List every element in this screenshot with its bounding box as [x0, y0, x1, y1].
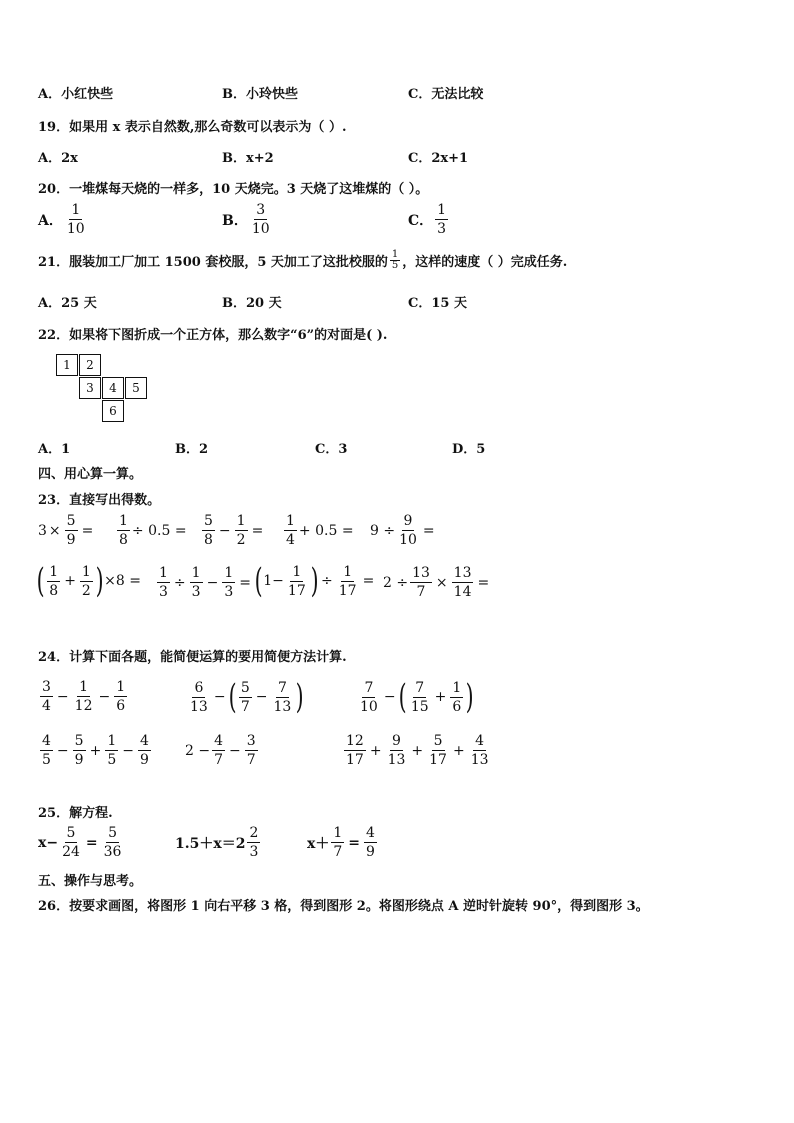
numerator: 3 — [256, 202, 266, 218]
left-paren: ( — [36, 561, 45, 601]
q23-expr-9 — [383, 566, 491, 599]
fraction — [386, 734, 408, 767]
fraction — [117, 514, 130, 547]
denominator: 13 — [273, 698, 292, 715]
numerator: 1 — [437, 202, 447, 218]
denominator: 10 — [360, 698, 378, 715]
denominator: 5 — [42, 752, 51, 768]
fraction — [138, 734, 151, 767]
fraction — [80, 565, 93, 598]
operator: − — [229, 742, 241, 759]
q23-expr-1 — [38, 514, 95, 547]
denominator: 3 — [159, 584, 168, 600]
q18-option-a: A．小红快些 — [38, 87, 114, 102]
term: 2 ÷ — [383, 574, 409, 591]
q19-option-a: A．2x — [38, 151, 78, 166]
denominator: 24 — [62, 844, 80, 860]
fraction — [271, 681, 293, 714]
q20-text: 20．一堆煤每天烧的一样多，10 天烧完。3 天烧了这堆煤的（ ）。 — [38, 182, 429, 197]
fraction — [450, 681, 463, 714]
net-cell: 4 — [102, 377, 124, 399]
fraction — [364, 826, 377, 859]
q24-expr-3 — [356, 677, 475, 717]
numerator: 1 — [391, 249, 399, 260]
q22-option-c: C．3 — [315, 442, 348, 457]
denominator: 7 — [416, 584, 426, 600]
operator: + — [452, 742, 465, 759]
q25-equation-1 — [38, 826, 125, 859]
numerator: 9 — [403, 513, 413, 529]
fraction — [157, 566, 170, 599]
right-paren: ) — [95, 561, 104, 601]
equals: = — [348, 834, 361, 851]
operator: − — [218, 522, 231, 539]
numerator: 13 — [412, 565, 430, 581]
q18-option-b: B．小玲快些 — [222, 87, 298, 102]
equals: = — [239, 574, 251, 591]
numerator: 1 — [286, 513, 295, 529]
denominator: 17 — [287, 582, 306, 599]
q25-equation-2 — [175, 826, 262, 859]
denominator: 4 — [42, 698, 51, 714]
fraction — [60, 826, 82, 859]
left-paren: ( — [228, 677, 237, 717]
numerator: 1 — [49, 563, 59, 580]
denominator: 17 — [346, 752, 364, 768]
q24-text: 24．计算下面各题，能简便运算的要用简便方法计算. — [38, 650, 347, 665]
denominator: 6 — [452, 698, 462, 715]
equals: = — [477, 574, 490, 591]
fraction — [331, 826, 344, 859]
denominator: 5 — [391, 260, 399, 271]
fraction — [247, 826, 260, 859]
denominator: 13 — [190, 698, 208, 715]
q24-expr-1 — [38, 680, 129, 713]
q20-option-b-label: B． — [222, 212, 248, 229]
equals: = — [81, 522, 94, 539]
denominator: 2 — [81, 582, 91, 599]
term: 9 ÷ — [370, 522, 396, 539]
fraction — [235, 514, 248, 547]
q23-expr-8 — [254, 561, 376, 601]
operator: + — [64, 573, 76, 589]
denominator: 17 — [338, 582, 357, 599]
denominator: 10 — [399, 532, 417, 548]
operator: − — [206, 574, 219, 591]
section-5-heading: 五、操作与思考。 — [38, 874, 143, 889]
q19-text: 19．如果用 x 表示自然数,那么奇数可以表示为（ ）. — [38, 120, 347, 135]
q26-text: 26．按要求画图，将图形 1 向右平移 3 格，得到图形 2。将图形绕点 A 逆时针旋转 90°，得到图形 3。 — [38, 899, 649, 914]
q22-text: 22．如果将下图折成一个正方体，那么数字“6”的对面是( ). — [38, 328, 388, 343]
fraction — [427, 734, 449, 767]
q22-option-a: A．1 — [38, 442, 71, 457]
numerator: 3 — [42, 679, 51, 695]
denominator: 7 — [214, 752, 224, 768]
q20-option-a — [38, 203, 89, 236]
operator: + — [369, 742, 382, 759]
denominator: 8 — [119, 532, 128, 548]
q20-option-c-fraction — [435, 203, 448, 236]
denominator: 10 — [66, 221, 85, 237]
fraction — [409, 681, 431, 714]
numerator: 5 — [74, 733, 84, 749]
q20-option-b-fraction — [250, 203, 272, 236]
denominator: 9 — [366, 844, 375, 860]
fraction — [47, 565, 60, 598]
equals: = — [362, 573, 375, 589]
numerator: 4 — [366, 825, 375, 841]
numerator: 5 — [433, 733, 443, 749]
fraction — [190, 566, 203, 599]
numerator: 5 — [66, 513, 76, 529]
fraction — [73, 680, 95, 713]
numerator: 6 — [194, 679, 204, 696]
operator: − — [122, 742, 134, 759]
fraction — [188, 681, 210, 714]
numerator: 7 — [415, 679, 425, 696]
fraction — [286, 565, 308, 598]
operator: − — [56, 688, 69, 705]
numerator: 3 — [246, 733, 256, 749]
numerator: 5 — [240, 679, 250, 696]
denominator: 10 — [251, 221, 270, 237]
numerator: 4 — [42, 733, 51, 749]
denominator: 5 — [107, 752, 117, 768]
q23-expr-7 — [155, 566, 253, 599]
q25-equation-3 — [307, 826, 379, 859]
numerator: 4 — [214, 733, 224, 749]
numerator: 4 — [139, 733, 149, 749]
q23-expr-6 — [36, 561, 141, 601]
q23-expr-2 — [115, 514, 187, 547]
operator: + — [411, 742, 424, 759]
fraction — [245, 734, 258, 767]
numerator: 1 — [107, 733, 117, 749]
numerator: 1 — [236, 513, 246, 529]
operator: + — [89, 742, 102, 759]
q18-option-c: C．无法比较 — [408, 87, 484, 102]
q23-text: 23．直接写出得数。 — [38, 493, 161, 508]
q22-option-d: D．5 — [452, 442, 486, 457]
denominator: 3 — [437, 221, 447, 237]
q21-text-before: 21．服装加工厂加工 1500 套校服，5 天加工了这批校服的 — [38, 255, 388, 270]
numerator: 1 — [79, 679, 89, 695]
denominator: 3 — [249, 844, 259, 860]
operator: − — [255, 689, 268, 705]
operator: ÷ — [173, 574, 186, 591]
denominator: 9 — [74, 752, 84, 768]
denominator: 9 — [66, 532, 76, 548]
numerator: 4 — [475, 733, 485, 749]
q21-text — [38, 250, 567, 271]
q21-fraction — [390, 250, 400, 271]
q24-expr-6 — [342, 734, 493, 767]
section-4-heading: 四、用心算一算。 — [38, 467, 143, 482]
fraction — [202, 514, 215, 547]
q20-option-a-label: A． — [38, 212, 63, 229]
denominator: 36 — [103, 844, 122, 860]
term: ÷ 0.5 = — [131, 522, 187, 539]
fraction — [284, 514, 297, 547]
denominator: 7 — [333, 844, 343, 860]
fraction — [452, 566, 474, 599]
q19-option-b: B．x+2 — [222, 151, 274, 166]
operator: × — [48, 522, 61, 539]
term: ×8 = — [104, 573, 141, 589]
denominator: 6 — [116, 698, 126, 714]
denominator: 7 — [240, 698, 250, 715]
q24-expr-5 — [185, 734, 260, 767]
numerator: 5 — [66, 825, 76, 841]
numerator: 5 — [108, 825, 118, 841]
right-paren: ) — [465, 677, 474, 717]
equals: = — [251, 522, 264, 539]
q21-option-a: A．25 天 — [38, 296, 97, 311]
numerator: 1 — [333, 825, 343, 841]
numerator: 1 — [343, 563, 353, 580]
denominator: 3 — [191, 584, 201, 600]
numerator: 7 — [364, 679, 374, 696]
net-cell: 3 — [79, 377, 101, 399]
q21-text-after: ，这样的速度（ ）完成任务. — [402, 255, 568, 270]
q24-expr-4 — [38, 734, 153, 767]
numerator: 12 — [346, 733, 364, 749]
q23-expr-4 — [282, 514, 354, 547]
denominator: 3 — [224, 584, 234, 600]
fraction — [105, 734, 118, 767]
fraction — [469, 734, 491, 767]
right-paren: ) — [295, 677, 304, 717]
q23-expr-3 — [200, 514, 265, 547]
equals: = — [422, 522, 435, 539]
fraction — [397, 514, 419, 547]
fraction — [40, 734, 53, 767]
denominator: 12 — [74, 698, 93, 714]
denominator: 13 — [470, 752, 489, 768]
fraction — [114, 680, 127, 713]
net-cell: 2 — [79, 354, 101, 376]
operator: − — [56, 742, 69, 759]
q20-option-c-label: C． — [408, 212, 434, 229]
fraction — [358, 681, 380, 714]
q24-expr-2 — [186, 677, 305, 717]
q20-option-c — [408, 203, 450, 236]
numerator: 5 — [204, 513, 213, 529]
q21-option-c: C．15 天 — [408, 296, 467, 311]
fraction — [344, 734, 366, 767]
denominator: 4 — [286, 532, 295, 548]
denominator: 8 — [204, 532, 213, 548]
q20-option-a-fraction — [65, 203, 87, 236]
numerator: 9 — [392, 733, 401, 749]
q21-option-b: B．20 天 — [222, 296, 282, 311]
numerator: 2 — [249, 825, 259, 841]
q20-option-b — [222, 203, 274, 236]
right-paren: ) — [310, 561, 319, 601]
numerator: 13 — [453, 565, 472, 581]
fraction — [102, 826, 124, 859]
numerator: 1 — [191, 565, 201, 581]
fraction — [65, 514, 78, 547]
equals: = — [85, 834, 98, 851]
term: 3 — [38, 522, 47, 539]
denominator: 15 — [410, 698, 429, 715]
term: 2 − — [185, 742, 211, 759]
numerator: 1 — [224, 565, 234, 581]
left-paren: ( — [254, 561, 263, 601]
fraction — [212, 734, 225, 767]
operator: ÷ — [321, 573, 333, 589]
fraction — [337, 565, 359, 598]
term: x＋ — [307, 835, 330, 852]
denominator: 9 — [139, 752, 149, 768]
denominator: 13 — [387, 752, 406, 768]
numerator: 1 — [159, 565, 168, 581]
operator: × — [435, 574, 448, 591]
numerator: 1 — [119, 513, 128, 529]
q23-expr-5 — [370, 514, 437, 547]
denominator: 17 — [429, 752, 447, 768]
fraction — [40, 680, 53, 713]
denominator: 2 — [236, 532, 246, 548]
numerator: 7 — [277, 679, 287, 696]
numerator: 1 — [292, 563, 302, 580]
fraction — [410, 566, 432, 599]
q25-text: 25．解方程. — [38, 806, 113, 821]
q19-option-c: C．2x+1 — [408, 151, 469, 166]
operator: − — [213, 689, 226, 705]
q22-option-b: B．2 — [175, 442, 209, 457]
operator: − — [98, 688, 111, 705]
left-paren: ( — [398, 677, 407, 717]
term: x− — [38, 834, 59, 851]
numerator: 1 — [116, 679, 126, 695]
denominator: 8 — [49, 582, 59, 599]
fraction — [222, 566, 235, 599]
operator: − — [383, 689, 396, 705]
term: + 0.5 = — [298, 522, 354, 539]
numerator: 1 — [71, 202, 81, 218]
term: 1− — [263, 573, 284, 589]
numerator: 1 — [81, 563, 91, 580]
operator: + — [434, 689, 447, 705]
numerator: 1 — [452, 679, 462, 696]
denominator: 14 — [453, 584, 472, 600]
net-cell: 1 — [56, 354, 78, 376]
fraction — [239, 681, 252, 714]
net-cell: 6 — [102, 400, 124, 422]
fraction — [73, 734, 86, 767]
term: 1.5＋x＝2 — [175, 835, 246, 852]
net-cell: 5 — [125, 377, 147, 399]
denominator: 7 — [246, 752, 256, 768]
